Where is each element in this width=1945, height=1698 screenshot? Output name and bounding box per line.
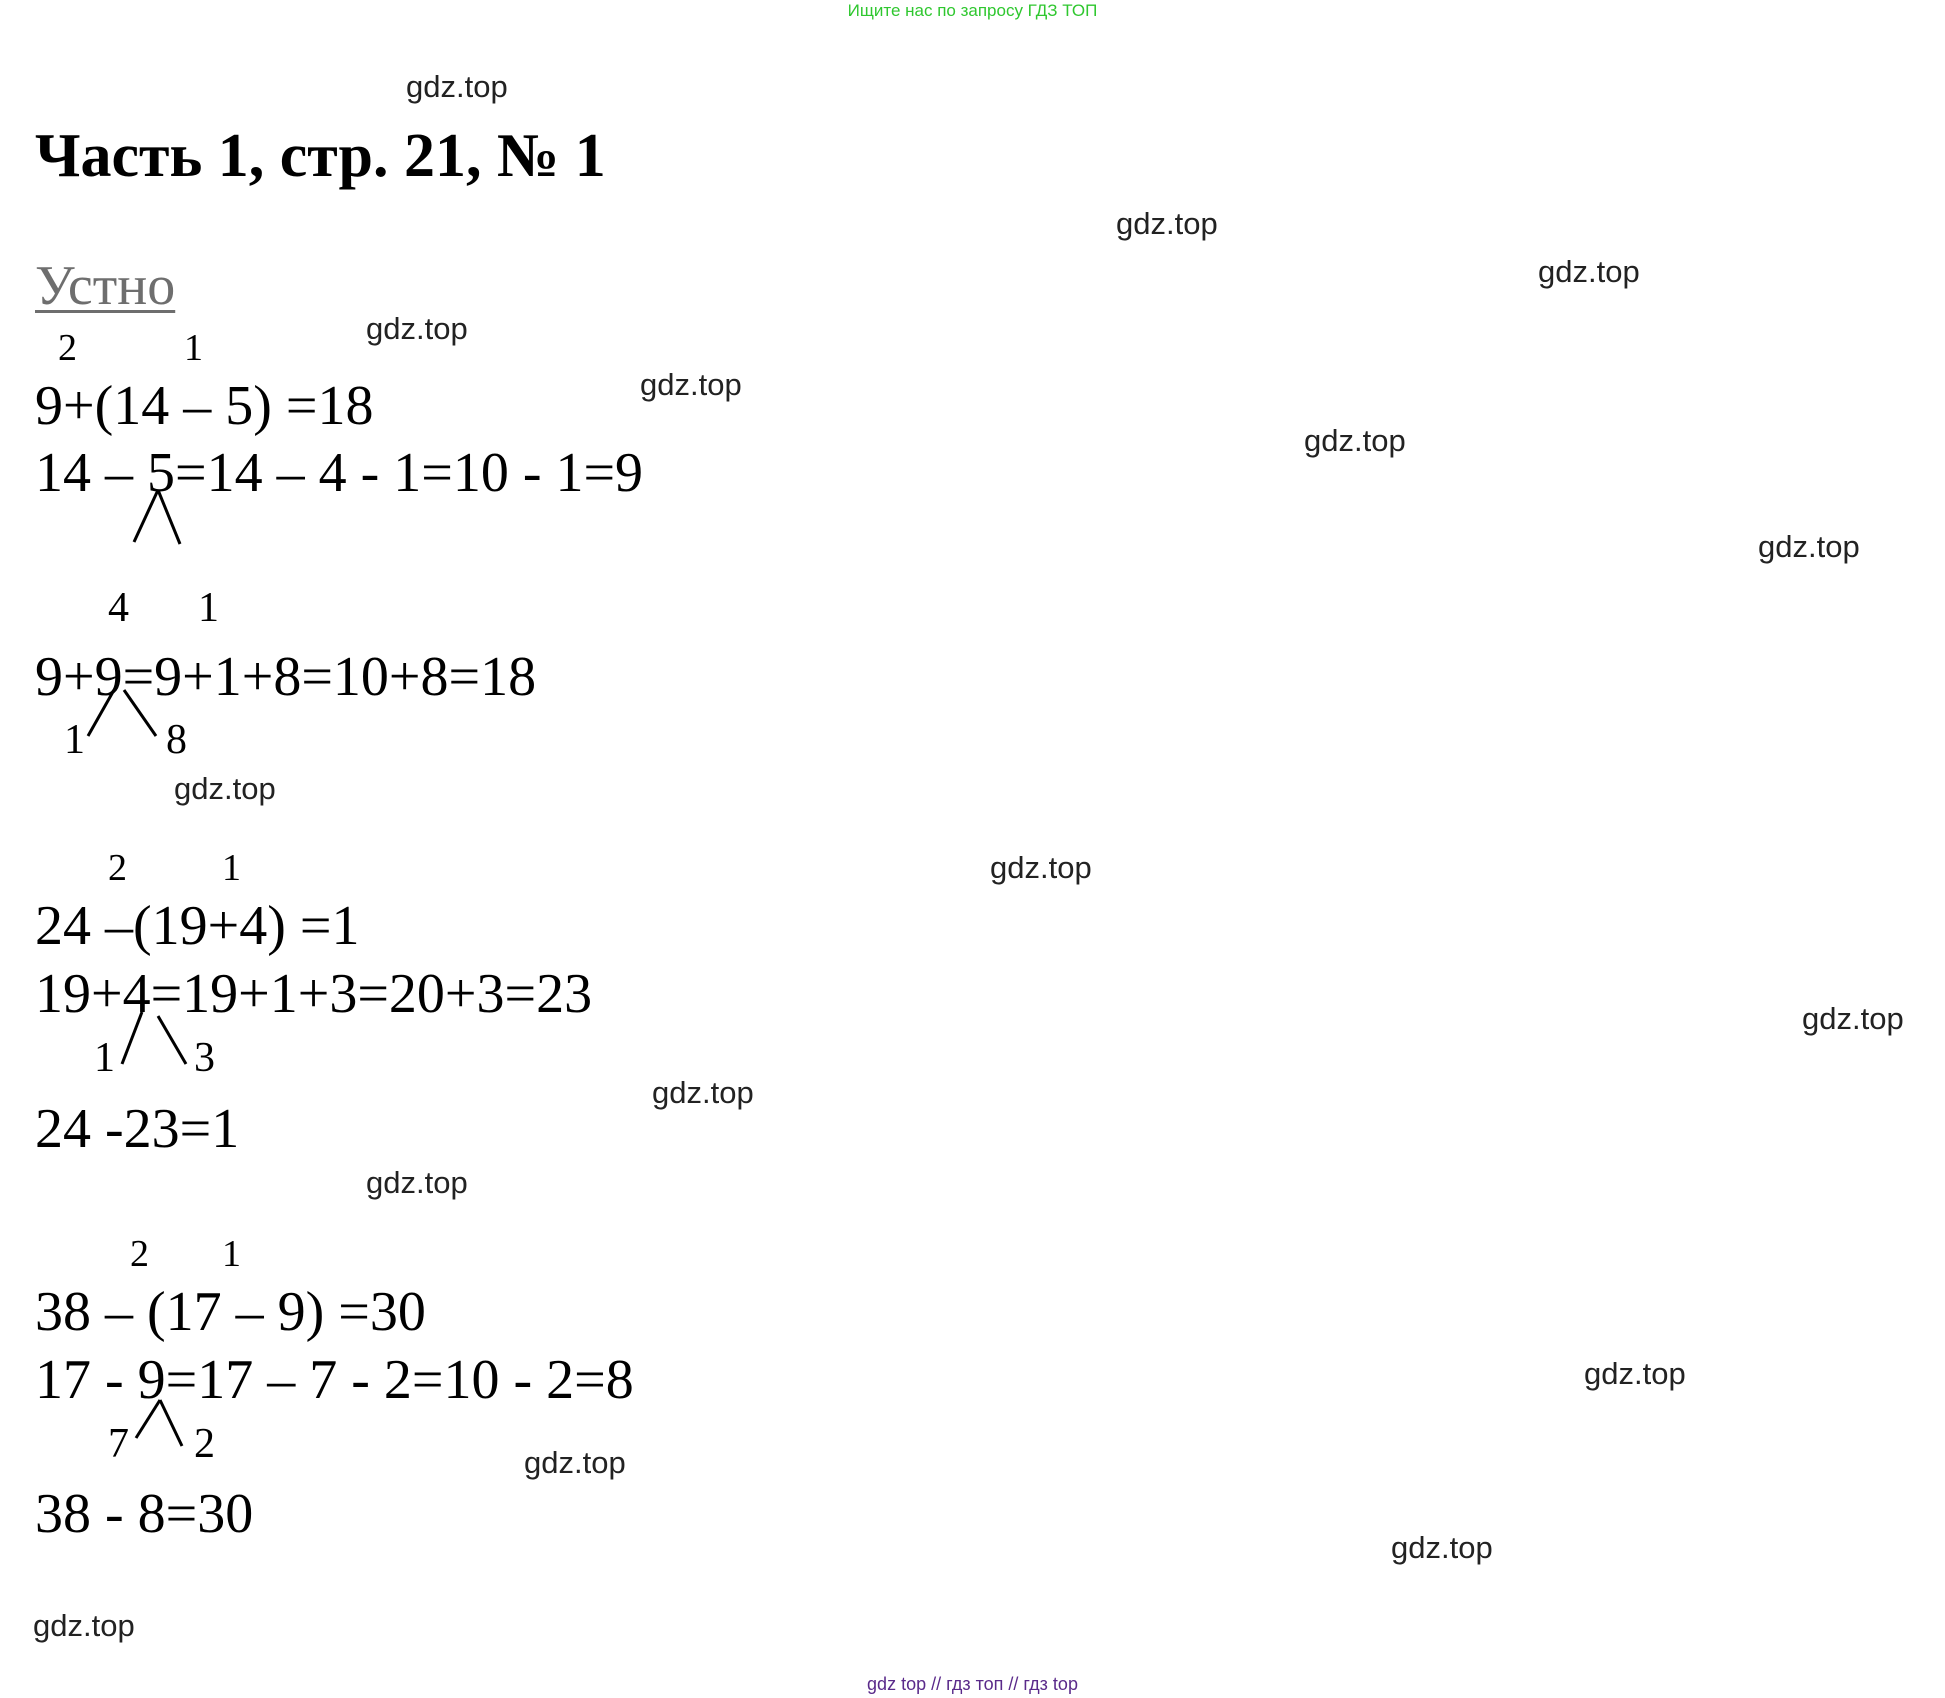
watermark: gdz.top <box>33 1608 135 1643</box>
watermark: gdz.top <box>366 311 468 346</box>
split-digit: 8 <box>166 717 187 763</box>
watermark: gdz.top <box>524 1445 626 1480</box>
expression-line: 24 –(19+4) =1 <box>35 895 360 957</box>
watermark: gdz.top <box>366 1165 468 1200</box>
watermark: gdz.top <box>1116 206 1218 241</box>
split-stroke <box>134 490 158 542</box>
split-stroke <box>158 1016 186 1064</box>
split-stroke <box>136 1400 160 1438</box>
expression-line: 19+4=19+1+3=20+3=23 <box>35 963 593 1025</box>
split-digit: 1 <box>64 717 85 763</box>
watermark: gdz.top <box>640 367 742 402</box>
order-mark: 1 <box>222 847 241 889</box>
split-stroke <box>88 690 114 736</box>
watermark: gdz.top <box>1584 1356 1686 1391</box>
watermark: gdz.top <box>1758 529 1860 564</box>
watermark: gdz.top <box>652 1075 754 1110</box>
split-digit: 1 <box>94 1035 115 1081</box>
watermark: gdz.top <box>174 771 276 806</box>
watermark: gdz.top <box>1802 1001 1904 1036</box>
expression-line: 9+9=9+1+8=10+8=18 <box>35 646 537 708</box>
split-digit: 2 <box>194 1421 215 1467</box>
section-heading: Устно <box>35 255 176 317</box>
page-title: Часть 1, стр. 21, № 1 <box>35 122 606 190</box>
watermark: gdz.top <box>1304 423 1406 458</box>
order-mark: 1 <box>184 327 203 369</box>
expression-line: 9+(14 – 5) =18 <box>35 375 374 437</box>
expression-line: 14 – 5=14 – 4 - 1=10 - 1=9 <box>35 442 644 504</box>
order-mark: 2 <box>108 847 127 889</box>
split-digit: 7 <box>108 1421 129 1467</box>
watermark: gdz.top <box>1538 254 1640 289</box>
split-stroke <box>160 1400 182 1446</box>
split-stroke <box>122 1012 142 1064</box>
watermark: gdz.top <box>990 850 1092 885</box>
order-mark: 2 <box>130 1233 149 1275</box>
split-digit: 4 <box>108 585 129 631</box>
watermark: gdz.top <box>1391 1530 1493 1565</box>
expression-line: 24 -23=1 <box>35 1098 240 1160</box>
expression-line: 38 – (17 – 9) =30 <box>35 1281 426 1343</box>
split-digit: 3 <box>194 1035 215 1081</box>
split-stroke <box>158 490 180 544</box>
split-digit: 1 <box>198 585 219 631</box>
order-mark: 2 <box>58 327 77 369</box>
split-stroke <box>124 690 156 736</box>
expression-line: 17 - 9=17 – 7 - 2=10 - 2=8 <box>35 1349 634 1411</box>
footer-links: gdz top // гдз топ // гдз top <box>867 1674 1078 1694</box>
expression-line: 38 - 8=30 <box>35 1483 254 1545</box>
order-mark: 1 <box>222 1233 241 1275</box>
top-banner: Ищите нас по запросу ГДЗ ТОП <box>847 1 1098 20</box>
watermark: gdz.top <box>406 69 508 104</box>
